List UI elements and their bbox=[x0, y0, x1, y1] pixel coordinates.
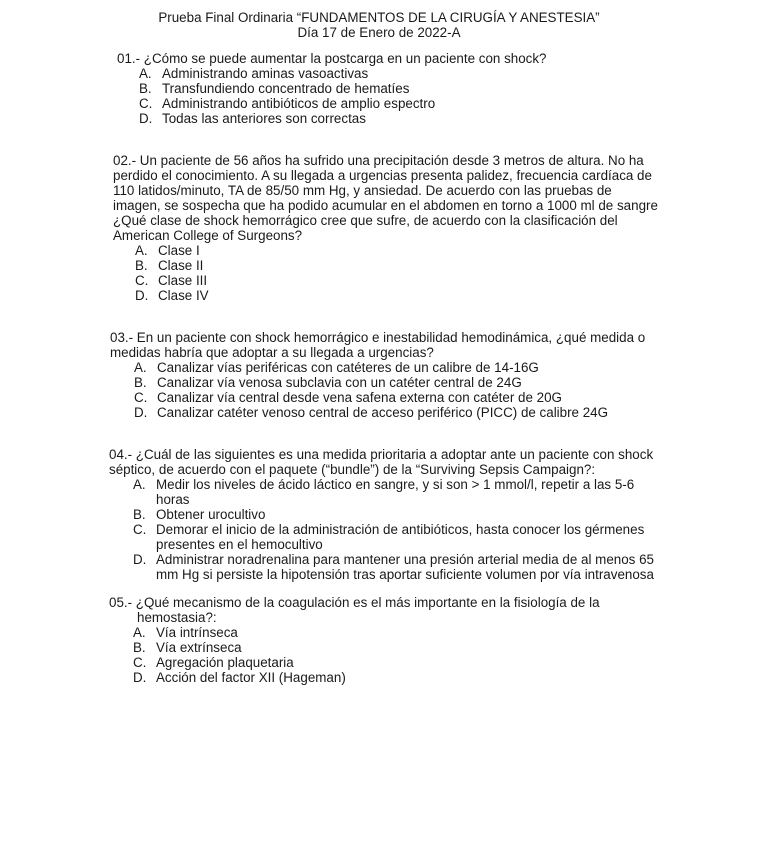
option-a bbox=[109, 625, 609, 640]
option-d bbox=[117, 111, 662, 126]
option-c bbox=[113, 273, 658, 288]
option-d bbox=[113, 288, 658, 303]
option-c bbox=[110, 390, 650, 405]
option-text: Todas las anteriores son correctas bbox=[162, 111, 366, 126]
question-5 bbox=[109, 595, 609, 685]
option-a bbox=[110, 360, 650, 375]
option-list bbox=[113, 243, 658, 303]
option-list bbox=[109, 625, 609, 685]
option-letter: A. bbox=[133, 625, 146, 640]
option-text: Canalizar vía venosa subclavia con un catéter central de 24G bbox=[157, 375, 522, 390]
option-text: Canalizar vía central desde vena safena externa con catéter de 20G bbox=[157, 390, 562, 405]
option-c bbox=[109, 655, 609, 670]
option-a bbox=[117, 66, 662, 81]
option-letter: C. bbox=[133, 522, 147, 537]
question-stem: 03.- En un paciente con shock hemorrágico e inestabilidad hemodinámica, ¿qué medida o medidas habría que adoptar a su llegada a urgencias? bbox=[110, 330, 646, 360]
question-3 bbox=[110, 330, 650, 420]
option-a bbox=[109, 477, 654, 507]
option-text: Administrando aminas vasoactivas bbox=[162, 66, 369, 81]
option-a bbox=[113, 243, 658, 258]
option-text: Vía intrínseca bbox=[156, 625, 238, 640]
option-letter: C. bbox=[134, 390, 148, 405]
option-letter: D. bbox=[135, 288, 149, 303]
question-stem bbox=[109, 595, 609, 625]
question-2 bbox=[113, 153, 658, 303]
option-letter: B. bbox=[134, 375, 147, 390]
option-text: Administrando antibióticos de amplio espectro bbox=[162, 96, 436, 111]
option-letter: C. bbox=[133, 655, 147, 670]
option-text: Canalizar catéter venoso central de acceso periférico (PICC) de calibre 24G bbox=[157, 405, 609, 420]
option-b bbox=[113, 258, 658, 273]
option-text: Clase II bbox=[158, 258, 204, 273]
question-1 bbox=[117, 51, 662, 126]
exam-date: Día 17 de Enero de 2022-A bbox=[297, 25, 461, 40]
question-stem-line: 05.- ¿Qué mecanismo de la coagulación es el más importante en la fisiología de la bbox=[109, 595, 600, 610]
option-letter: B. bbox=[139, 81, 152, 96]
option-d bbox=[110, 405, 650, 420]
option-letter: D. bbox=[133, 670, 147, 685]
option-letter: A. bbox=[139, 66, 152, 81]
option-letter: D. bbox=[133, 552, 147, 567]
option-letter: B. bbox=[133, 640, 146, 655]
option-text: Obtener urocultivo bbox=[156, 507, 266, 522]
option-text: Clase I bbox=[158, 243, 200, 258]
option-letter: C. bbox=[139, 96, 153, 111]
question-stem: 01.- ¿Cómo se puede aumentar la postcarga en un paciente con shock? bbox=[117, 51, 547, 66]
option-text: Canalizar vías periféricas con catéteres de un calibre de 14-16G bbox=[157, 360, 539, 375]
option-b bbox=[109, 640, 609, 655]
option-letter: D. bbox=[139, 111, 153, 126]
option-c bbox=[117, 96, 662, 111]
option-letter: C. bbox=[135, 273, 149, 288]
option-text: Agregación plaquetaria bbox=[156, 655, 294, 670]
option-letter: A. bbox=[135, 243, 148, 258]
exam-title: Prueba Final Ordinaria “FUNDAMENTOS DE LA CIRUGÍA Y ANESTESIA” bbox=[158, 10, 600, 25]
option-c bbox=[109, 522, 654, 552]
exam-header bbox=[0, 10, 758, 40]
option-letter: D. bbox=[134, 405, 148, 420]
option-text: Clase IV bbox=[158, 288, 209, 303]
question-stem: 04.- ¿Cuál de las siguientes es una medida prioritaria a adoptar ante un paciente con shock séptico, de acuerdo con el paquete (“bundle”) de la “Surviving Sepsis Campaign?: bbox=[109, 447, 654, 477]
option-list bbox=[110, 360, 650, 420]
option-text: Demorar el inicio de la administración de antibióticos, hasta conocer los gérmenes presentes en el hemocultivo bbox=[156, 522, 645, 552]
question-stem: 02.- Un paciente de 56 años ha sufrido una precipitación desde 3 metros de altura. No ha perdido el conocimiento. A su llegada a urgencias presenta palidez, frecuencia cardíaca de 110 latidos/minuto, TA de 85/50 mm Hg, y ansiedad. De acuerdo con las pruebas de imagen, se sospecha que ha podido acumular en el abdomen en torno a 1000 ml de sangre ¿Qué clase de shock hemorrágico cree que sufre, de acuerdo con la clasificación del American College of Surgeons? bbox=[113, 153, 658, 243]
option-d bbox=[109, 552, 654, 582]
option-b bbox=[109, 507, 654, 522]
option-letter: A. bbox=[134, 360, 147, 375]
option-b bbox=[117, 81, 662, 96]
option-text: Administrar noradrenalina para mantener una presión arterial media de al menos 65 mm Hg si persiste la hipotensión tras aportar suficiente volumen por vía intravenosa bbox=[156, 552, 654, 582]
option-text: Transfundiendo concentrado de hematíes bbox=[162, 81, 410, 96]
question-4 bbox=[109, 447, 654, 582]
option-text: Acción del factor XII (Hageman) bbox=[156, 670, 346, 685]
option-text: Clase III bbox=[158, 273, 208, 288]
option-letter: B. bbox=[135, 258, 148, 273]
option-d bbox=[109, 670, 609, 685]
option-b bbox=[110, 375, 650, 390]
option-list bbox=[117, 66, 662, 126]
option-text: Vía extrínseca bbox=[156, 640, 242, 655]
question-stem-line: hemostasia?: bbox=[137, 610, 217, 625]
option-list bbox=[109, 477, 654, 582]
option-text: Medir los niveles de ácido láctico en sangre, y si son > 1 mmol/l, repetir a las 5-6 horas bbox=[156, 477, 635, 507]
option-letter: B. bbox=[133, 507, 146, 522]
option-letter: A. bbox=[133, 477, 146, 492]
